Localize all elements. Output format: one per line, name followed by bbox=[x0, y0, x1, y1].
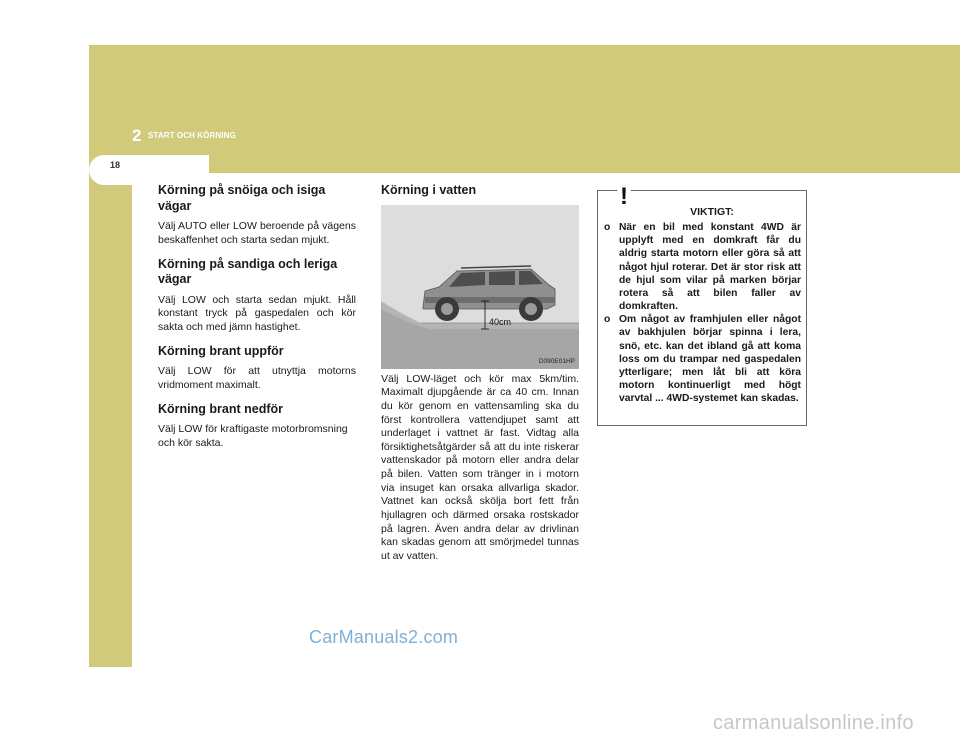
water-driving-figure bbox=[381, 205, 579, 369]
heading-water-driving: Körning i vatten bbox=[381, 183, 477, 197]
warning-list bbox=[604, 221, 801, 405]
text-water-driving: Välj LOW-läget och kör max 5km/tim. Maximalt djupgående är ca 40 cm. Innan du kör genom en vattensamling ska du först kontrollera vattendjupet samt att underlaget i vattnet är fast. Vidtag alla försiktighetsåtgärder så att du inte riskerar vattenskador på motorn eller andra delar på bilen. Vatten som tränger in i motorn via insuget kan orsaka allvarliga skador. Vattnet kan också skölja bort fett från hjullagren och därmed orsaka rostskador på lagren. Även andra delar av drivlinan kan skadas genom att smörjmedel tunnas ut av vatten. bbox=[381, 372, 579, 562]
depth-label: 40cm bbox=[489, 316, 512, 327]
figure-code: D090E01HP bbox=[538, 357, 575, 365]
suv-in-water-illustration bbox=[381, 205, 579, 369]
text-sand-mud: Välj LOW och starta sedan mjukt. Håll konstant tryck på gaspedalen och kör sakta och med jämn hastighet. bbox=[158, 293, 356, 334]
watermark-carmanuals2[interactable]: CarManuals2.com bbox=[309, 627, 459, 647]
column-middle bbox=[381, 183, 579, 564]
page-number: 18 bbox=[110, 160, 121, 170]
text-snow-ice: Välj AUTO eller LOW beroende på vägens beskaffenhet och starta sedan mjukt. bbox=[158, 220, 356, 246]
text-downhill: Välj LOW för kraftigaste motorbromsning och kör sakta. bbox=[158, 423, 348, 449]
chapter-number: 2 bbox=[132, 126, 142, 145]
heading-snow-ice: Körning på snöiga och isiga vägar bbox=[158, 183, 326, 213]
chapter-title: START OCH KÖRNING bbox=[148, 131, 236, 140]
warning-item bbox=[604, 221, 801, 313]
heading-sand-mud: Körning på sandiga och leriga vägar bbox=[158, 256, 338, 287]
text-uphill: Välj LOW för att utnyttja motorns vridmoment maximalt. bbox=[158, 365, 356, 391]
warning-glyph: ! bbox=[620, 183, 628, 209]
column-left bbox=[158, 183, 356, 460]
page-number-tab bbox=[89, 155, 209, 185]
heading-uphill: Körning brant uppför bbox=[158, 343, 284, 358]
warning-item bbox=[604, 313, 801, 405]
heading-downhill: Körning brant nedför bbox=[158, 401, 283, 416]
warning-bullet: o bbox=[604, 222, 611, 233]
watermark-carmanualsonline[interactable]: carmanualsonline.info bbox=[713, 712, 914, 734]
warning-bullet: o bbox=[604, 314, 611, 326]
warning-triangle-icon bbox=[607, 177, 641, 209]
warning-box bbox=[597, 183, 807, 426]
warning-item-text: När en bil med konstant 4WD är upplyft med en domkraft får du aldrig starta motorn eller göra så att något hjul roterar. Det är stor risk att de hjul som vilar på marken börjar rotera så att bilen faller av domkraften. bbox=[619, 222, 801, 313]
warning-title: VIKTIGT: bbox=[690, 206, 734, 218]
warning-item-text: Om något av framhjulen eller något av bakhjulen börjar spinna i lera, snö, etc. kan det ibland gå att koma loss om du trampar ned gaspedalen ytterligare; men låt bli att köra motorn kontinuerligt med högt varvtal ... 4WD-systemet kan skadas. bbox=[619, 314, 801, 405]
